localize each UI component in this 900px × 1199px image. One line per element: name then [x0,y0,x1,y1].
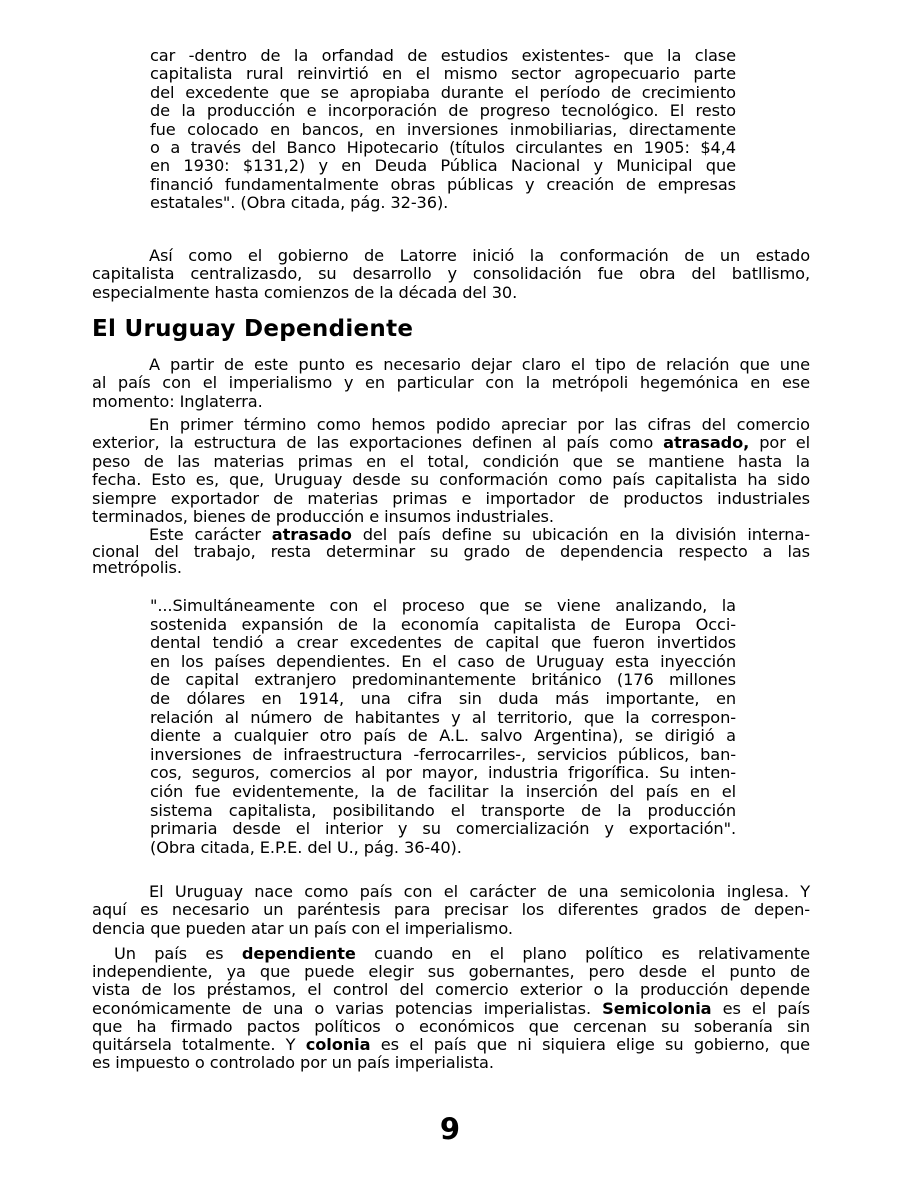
text-line: sistema capitalista, posibilitando el transporte de la producción [150,800,736,820]
text-line: momento: Inglaterra. [92,391,263,411]
text-line: especialmente hasta comienzos de la década del 30. [92,282,518,302]
text-line: (Obra citada, E.P.E. del U., pág. 36-40). [150,837,462,857]
paragraph-division [92,527,810,577]
block-quote [150,597,736,857]
text-line: En primer término como hemos podido apreciar por las cifras del comercio [149,415,810,434]
text-line: aquí es necesario un paréntesis para precisar los diferentes grados de depen- [92,900,810,920]
text-line: fecha. Esto es, que, Uruguay desde su conformación como país capitalista ha sido [92,470,810,490]
text-line: ción fue evidentemente, la de facilitar la inserción del país en el [150,781,736,801]
text-line: estatales". (Obra citada, pág. 32-36). [150,193,449,213]
text-line: terminados, bienes de producción e insumos industriales. [92,507,554,527]
text-line: vista de los préstamos, el control del comercio exterior o la producción depende [92,980,810,1000]
term-semicolonia: Semicolonia [602,998,712,1018]
text-line: El Uruguay nace como país con el carácter de una semicolonia inglesa. Y [149,882,810,901]
text-line: independiente, ya que puede elegir sus gobernantes, pero desde el punto de [92,962,810,982]
text-line: A partir de este punto es necesario dejar claro el tipo de relación que une [149,355,810,374]
text-line: de capital extranjero predominantemente británico (176 millones [150,670,736,690]
paragraph-atrasado [92,416,810,526]
text-line: capitalista rural reinvirtió en el mismo sector agropecuario parte [150,64,736,84]
section-title: El Uruguay Dependiente [92,316,414,342]
text-run: Este carácter [149,525,272,544]
text-run: del país define su ubicación en la división interna- [351,525,811,544]
text-line: relación al número de habitantes y al territorio, que la correspon- [150,707,736,727]
text-line: siempre exportador de materias primas e importador de productos industriales [92,488,810,508]
text-line: al país con el imperialismo y en particular con la metrópoli hegemónica en ese [92,373,810,393]
text-line: cional del trabajo, resta determinar su grado de dependencia respecto a las [92,541,810,561]
text-line: inversiones de infraestructura -ferrocarriles-, servicios públicos, ban- [150,744,736,764]
emphasis-atrasado: atrasado [271,525,352,544]
text-line: dental tendió a crear excedentes de capital que fueron invertidos [150,633,736,653]
text-line [92,945,810,963]
text-line: es impuesto o controlado por un país imperialista. [92,1053,494,1073]
text-run: es el país que ni siquiera elige su gobierno, que [370,1035,810,1055]
text-line: del excedente que se apropiaba durante el período de crecimiento [150,82,736,102]
text-line: en los países dependientes. En el caso de Uruguay esta inyección [150,651,736,671]
text-line: de dólares en 1914, una cifra sin duda más importante, en [150,688,736,708]
text-line: peso de las materias primas en el total, condición que se mantiene hasta la [92,451,810,471]
text-line: car -dentro de la orfandad de estudios existentes- que la clase [150,46,736,65]
text-line: diente a cualquier otro país de A.L. salvo Argentina), se dirigió a [150,726,736,746]
text-line: primaria desde el interior y su comercialización y exportación". [150,819,736,839]
paragraph-semicolonia [92,883,810,938]
term-colonia: colonia [305,1035,371,1055]
text-run: cuando en el plano político es relativamente [355,944,810,963]
text-line: sostenida expansión de la economía capitalista de Europa Occi- [150,614,736,634]
text-run: es el país [711,998,811,1018]
page-number: 9 [439,1112,461,1146]
text-line: capitalista centralizasdo, su desarrollo y consolidación fue obra del batllismo, [92,264,810,284]
text-line [92,434,810,452]
text-line: "...Simultáneamente con el proceso que se viene analizando, la [150,596,736,615]
text-run: quitársela totalmente. Y [92,1035,306,1055]
text-line: Así como el gobierno de Latorre inició la conformación de un estado [149,246,810,265]
text-line: cos, seguros, comercios al por mayor, industria frigorífica. Su inten- [150,763,736,783]
text-line: que ha firmado pactos políticos o económicos que cercenan su soberanía sin [92,1016,810,1036]
text-line: en 1930: $131,2) y en Deuda Pública Nacional y Municipal que [150,156,736,176]
emphasis-atrasado: atrasado, [663,433,750,453]
text-run: Un país es [114,944,242,963]
text-run: económicamente de una o varias potencias imperialistas. [92,998,603,1018]
paragraph-definitions [92,945,810,1072]
text-line: dencia que pueden atar un país con el imperialismo. [92,918,513,938]
text-run: exterior, la estructura de las exportaciones definen al país como [92,433,664,453]
text-line: metrópolis. [92,558,182,577]
paragraph-intro [92,356,810,411]
text-line [92,1036,810,1054]
text-line: fue colocado en bancos, en inversiones inmobiliarias, directamente [150,119,736,139]
term-dependiente: dependiente [241,944,356,963]
text-line: financió fundamentalmente obras públicas y creación de empresas [150,174,736,194]
quoted-paragraph-continued [150,47,736,213]
paragraph-latorre [92,247,810,302]
text-line [92,1000,810,1018]
text-run: por el [749,433,810,453]
text-line: o a través del Banco Hipotecario (títulos circulantes en 1905: $4,4 [150,138,736,158]
text-line: de la producción e incorporación de progreso tecnológico. El resto [150,101,736,121]
